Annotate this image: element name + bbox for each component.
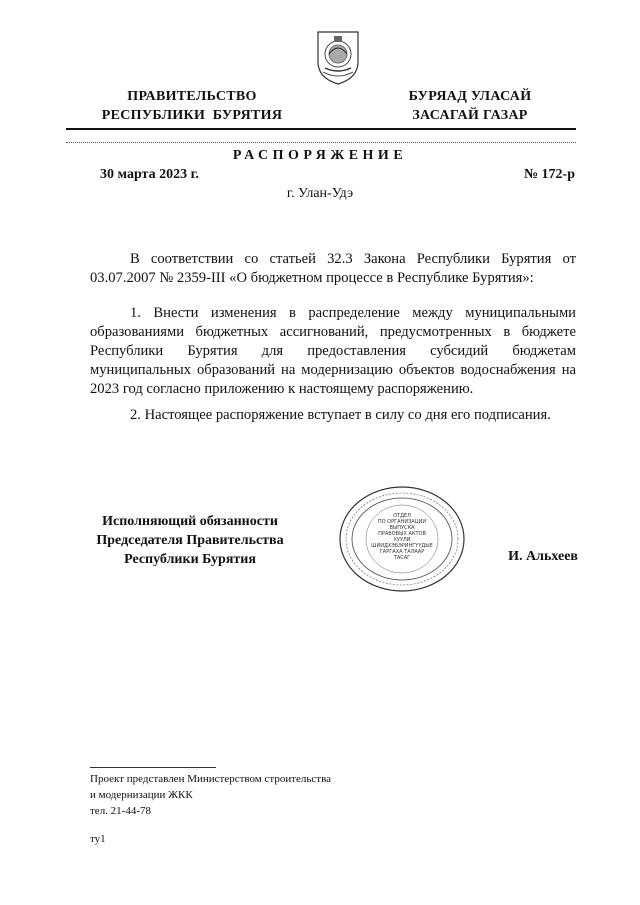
signatory-position [70,512,310,569]
footnote-divider [90,767,216,768]
signatory-name: И. Альхеев [508,549,578,564]
paragraph-item-2: 2. Настоящее распоряжение вступает в силу со дня его подписания. [130,407,551,423]
header-divider [66,128,576,130]
svg-text:ГАРГАХА ТАЛААР: ГАРГАХА ТАЛААР [379,549,425,555]
svg-text:ТАСАГ: ТАСАГ [393,555,411,561]
paragraph-item-1: 1. Внести изменения в распределение между муниципальными образованиями бюджетных ассигнований, предусмотренных в бюджете Республики Бурятия для предоставления субсидий бюджетам муниципальных образований на модернизацию объектов водоснабжения на 2023 год согласно приложению к настоящему распоряжению. [90,305,576,397]
footnote-line: Проект представлен Министерством строительства [90,773,332,785]
svg-text:ПРАВОВЫХ АКТОВ: ПРАВОВЫХ АКТОВ [378,531,426,537]
document-place: г. Улан-Удэ [286,186,354,201]
header-right-line: БУРЯАД УЛАСАЙ [408,89,532,104]
header-left-line: ПРАВИТЕЛЬСТВО [127,89,257,104]
svg-text:ОТДЕЛ: ОТДЕЛ [393,513,411,519]
signatory-position-line: Председателя Правительства [96,533,284,548]
svg-text:ПО ОРГАНИЗАЦИИ: ПО ОРГАНИЗАЦИИ [377,519,427,525]
document-number: № 172-р [523,167,575,182]
header-right-org [380,87,560,125]
coat-of-arms-icon [315,28,361,86]
footnote [90,771,331,819]
signatory-position-line: Республики Бурятия [124,552,256,567]
header-dotted-divider [66,142,576,143]
document-title: РАСПОРЯЖЕНИЕ [232,148,408,163]
svg-text:ШИИДХЭБЭРИНГҮҮДЫЕ: ШИИДХЭБЭРИНГҮҮДЫЕ [371,543,433,549]
svg-text:ХУУЛИ: ХУУЛИ [393,537,411,543]
official-seal [338,485,466,593]
header-left-org [82,87,302,125]
document-date: 30 марта 2023 г. [100,167,199,182]
footnote-line: тел. 21-44-78 [90,805,152,817]
svg-text:ВЫПУСКА: ВЫПУСКА [389,525,415,531]
header-left-line: РЕСПУБЛИКИ БУРЯТИЯ [101,108,283,123]
header-right-line: ЗАСАГАЙ ГАЗАР [412,108,528,123]
document-code: ту1 [90,833,106,845]
paragraph-preamble: В соответствии со статьей 32.3 Закона Республики Бурятия от 03.07.2007 № 2359-III «О бюджетном процессе в Республике Бурятия»: [90,251,576,286]
footnote-line: и модернизации ЖКК [90,789,193,801]
signatory-position-line: Исполняющий обязанности [102,514,278,529]
